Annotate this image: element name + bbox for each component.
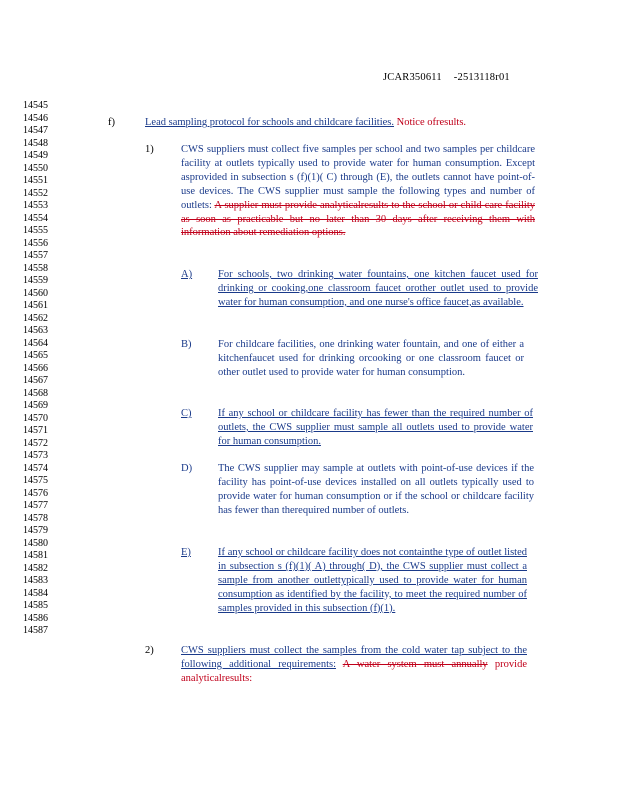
line-number: 14561 [23, 300, 48, 311]
line-number: 14581 [23, 550, 48, 561]
line-number: 14587 [23, 625, 48, 636]
line-number: 14547 [23, 125, 48, 136]
line-number: 14553 [23, 200, 48, 211]
line-number: 14565 [23, 350, 48, 361]
line-number: 14567 [23, 375, 48, 386]
document-header [383, 72, 510, 83]
sub-e-label: E) [181, 547, 191, 558]
line-number: 14586 [23, 612, 48, 624]
line-number: 14551 [23, 175, 48, 186]
line-number: 14576 [23, 487, 48, 499]
line-number: 14585 [23, 600, 48, 611]
item-2-deleted-text: A water system must annually [342, 658, 488, 670]
item-2-text: CWS suppliers must collect the samples from the cold water tap subject to the following additional requirements: [181, 645, 527, 670]
line-number: 14557 [23, 250, 48, 261]
section-f-label: f) [108, 117, 115, 128]
line-number: 14569 [23, 400, 48, 411]
section-f-heading [145, 116, 545, 130]
line-number: 14573 [23, 450, 48, 461]
sub-c-text: If any school or childcare facility has fewer than the required number of outlets, the CWS supplier must sample all outlets used to provide water for human consumption. [218, 408, 533, 447]
line-number: 14563 [23, 325, 48, 336]
line-number: 14562 [23, 312, 48, 324]
sub-c-label: C) [181, 408, 192, 419]
header-revision: -2513118r01 [453, 72, 510, 83]
line-number: 14554 [23, 212, 48, 224]
item-2-added-text: provide analyticalresults: [181, 658, 527, 684]
section-f-title: Lead sampling protocol for schools and childcare facilities. [145, 117, 395, 128]
sub-e-text: If any school or childcare facility does not containthe type of outlet listed in subsection s (f)(1)( A) through( D), the CWS supplier must collect a sample from another outlettypically used to provide water for human consumption as identified by the facility, to meet the required number of samples provided in this subsection (f)(1). [218, 547, 527, 614]
line-number: 14582 [23, 562, 48, 574]
line-number: 14550 [23, 162, 48, 174]
line-number: 14578 [23, 512, 48, 524]
line-number: 14559 [23, 275, 48, 286]
line-number: 14579 [23, 525, 48, 536]
line-number: 14555 [23, 225, 48, 236]
line-number: 14548 [23, 137, 48, 149]
line-number: 14560 [23, 287, 48, 299]
line-number: 14566 [23, 362, 48, 374]
line-number: 14580 [23, 537, 48, 549]
header-code: JCAR350611 [383, 72, 442, 83]
item-2-label: 2) [145, 645, 154, 656]
line-number: 14564 [23, 337, 48, 349]
line-number: 14545 [23, 100, 48, 111]
line-number: 14549 [23, 150, 48, 161]
line-number: 14583 [23, 575, 48, 586]
line-number-gutter [23, 100, 63, 638]
sub-b-text: For childcare facilities, one drinking water fountain, and one of either a kitchenfaucet used for drinking orcooking or one classroom faucet or other outlet used to provide water for human consumption. [218, 339, 524, 378]
item-1-deleted-text: A supplier must provide analyticalresults to the school or child care facility as soon as practicable but no later than 30 days after receiving them with information about remediation options. [181, 199, 535, 239]
line-number: 14577 [23, 500, 48, 511]
line-number: 14568 [23, 387, 48, 399]
line-number: 14556 [23, 237, 48, 249]
line-number: 14575 [23, 475, 48, 486]
sub-a-text: For schools, two drinking water fountains, one kitchen faucet used for drinking or cooking,one classroom faucet orother outlet used to provide water for human consumption, and one nurse's office faucet,as available. [218, 269, 538, 308]
item-1-text: CWS suppliers must collect five samples per school and two samples per childcare facility at outlets typically used to provide water for human consumption. Except asprovided in subsection s (f)(1)( C) through (E), the outlets cannot have point-of-use devices. The CWS supplier must sample the following types and number of outlets: [181, 144, 535, 211]
sub-d-text: The CWS supplier may sample at outlets with point-of-use devices if the facility has point-of-use devices installed on all outlets typically used to provide water for human consumption or if the school or childcare facility has fewer than therequired number of outlets. [218, 463, 534, 516]
item-2-paragraph [181, 644, 527, 686]
line-number: 14552 [23, 187, 48, 199]
section-f-added-text: Notice ofresults. [396, 117, 467, 128]
line-number: 14572 [23, 437, 48, 449]
sub-a-label: A) [181, 269, 193, 280]
sub-d-label: D) [181, 463, 193, 474]
item-1-label: 1) [145, 144, 154, 155]
line-number: 14570 [23, 412, 48, 424]
sub-b-label: B) [181, 339, 192, 350]
line-number: 14574 [23, 462, 48, 474]
line-number: 14558 [23, 262, 48, 274]
line-number: 14571 [23, 425, 48, 436]
line-number: 14584 [23, 587, 48, 599]
item-1-paragraph [181, 143, 535, 240]
line-number: 14546 [23, 112, 48, 124]
